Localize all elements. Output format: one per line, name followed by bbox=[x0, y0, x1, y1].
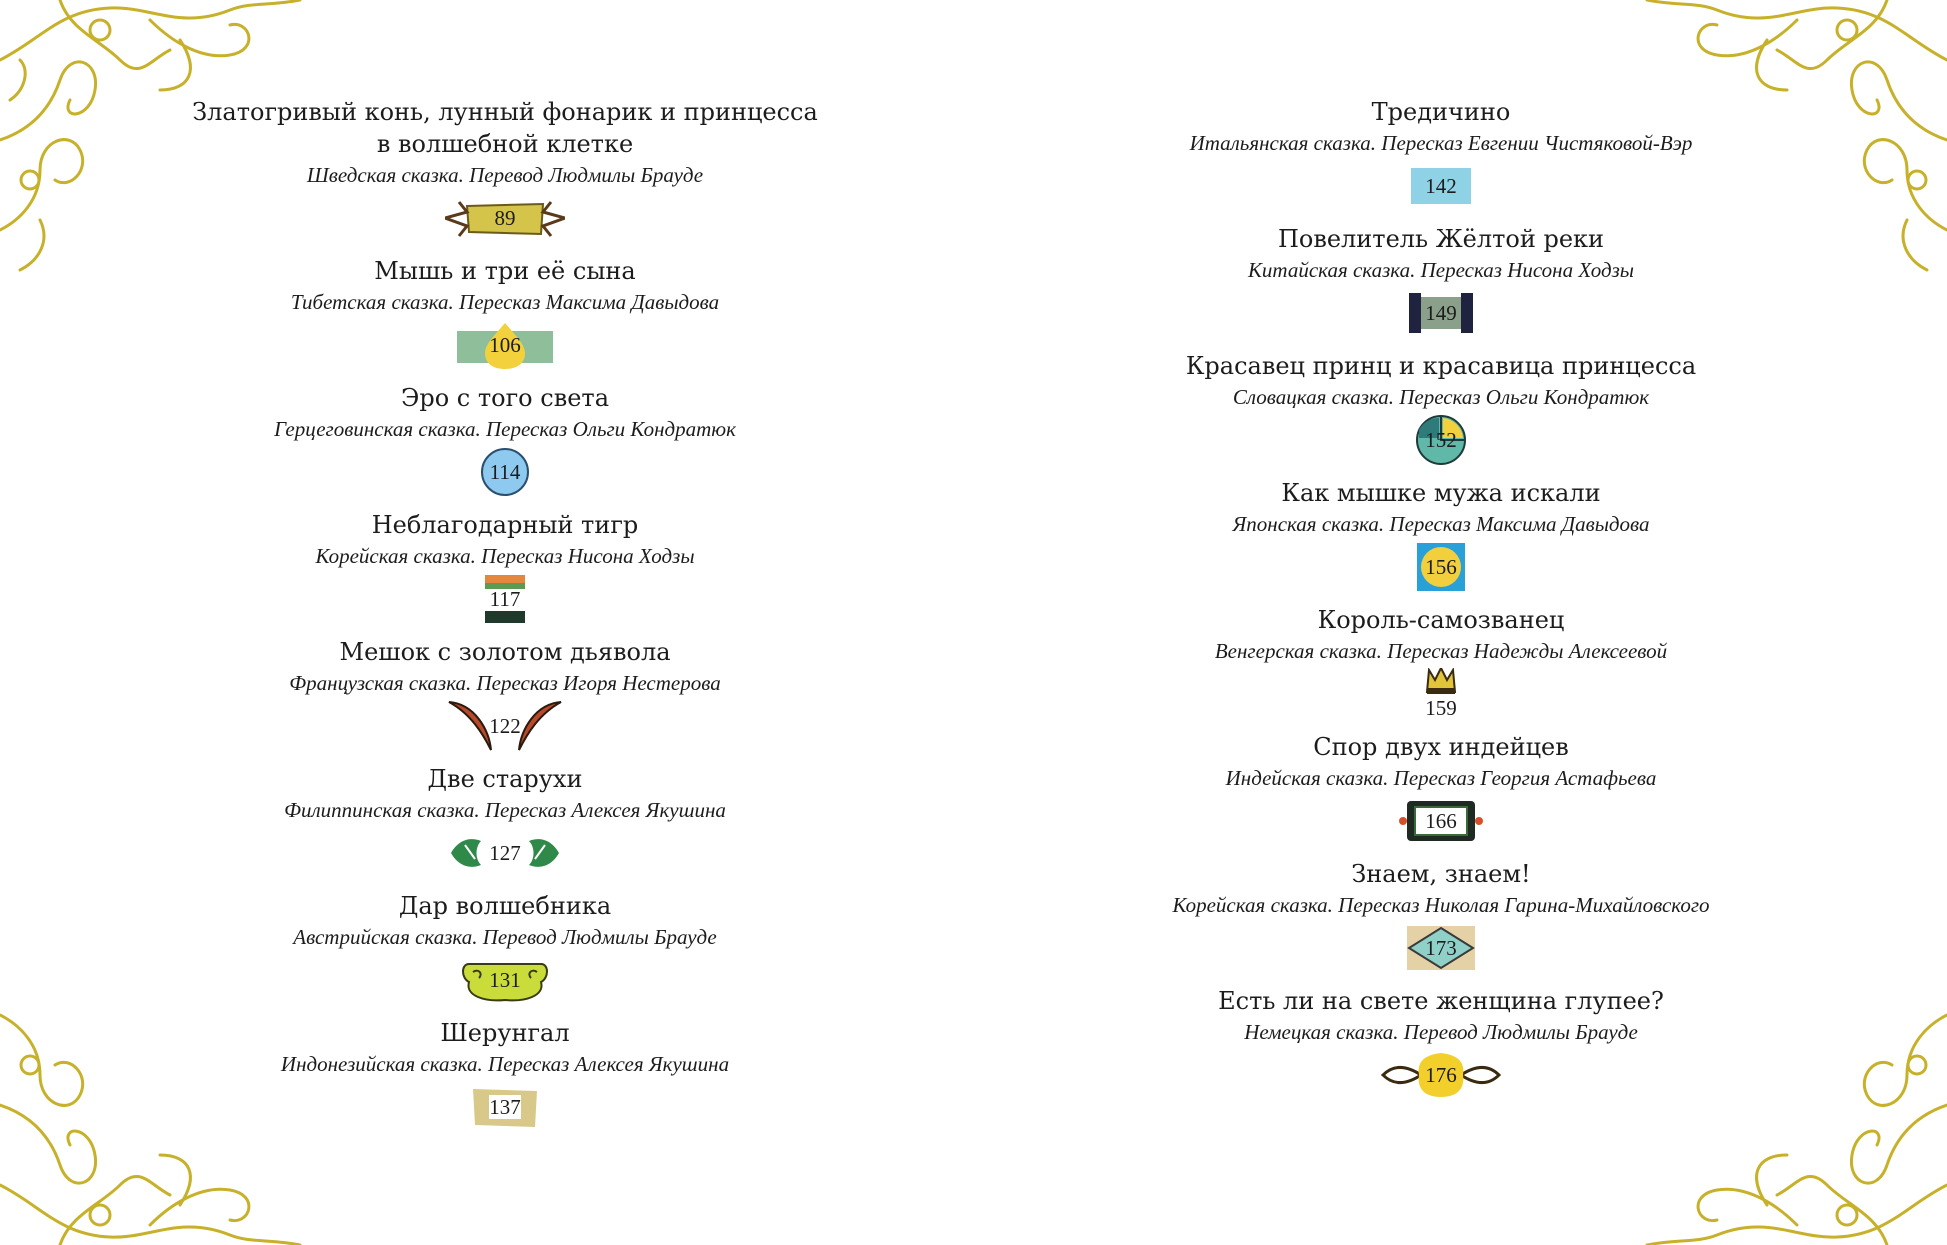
page-number-badge[interactable] bbox=[1381, 795, 1501, 847]
toc-entry[interactable] bbox=[125, 509, 885, 636]
page-number: 173 bbox=[1425, 935, 1457, 960]
story-title-line2: в волшебной клетке bbox=[376, 130, 634, 158]
page-number-badge[interactable] bbox=[1381, 414, 1501, 466]
page-number: 159 bbox=[1425, 695, 1457, 720]
story-title: Златогривый конь, лунный фонарик и принцесса bbox=[192, 98, 818, 126]
page-number: 142 bbox=[1425, 173, 1457, 198]
page-number: 149 bbox=[1425, 300, 1457, 325]
toc-entry[interactable] bbox=[1061, 985, 1821, 1112]
toc-entry[interactable] bbox=[1061, 96, 1821, 223]
toc-entry[interactable] bbox=[125, 255, 885, 382]
page-number-badge[interactable] bbox=[1381, 160, 1501, 212]
page-number-badge[interactable] bbox=[1381, 541, 1501, 593]
story-source: Тибетская сказка. Пересказ Максима Давыдова bbox=[290, 290, 720, 314]
toc-entry[interactable] bbox=[1061, 858, 1821, 985]
story-source: Словацкая сказка. Пересказ Ольги Кондратюк bbox=[1232, 385, 1650, 409]
page-number: 127 bbox=[489, 840, 521, 865]
story-source: Французская сказка. Пересказ Игоря Нестерова bbox=[289, 671, 721, 695]
toc-entry[interactable] bbox=[125, 890, 885, 1017]
page-number-badge[interactable] bbox=[445, 700, 565, 752]
story-title: Знаем, знаем! bbox=[1351, 860, 1531, 888]
story-title: Шерунгал bbox=[440, 1019, 570, 1047]
toc-entry[interactable] bbox=[1061, 731, 1821, 858]
story-source: Венгерская сказка. Пересказ Надежды Алексеевой bbox=[1214, 639, 1668, 663]
page-number: 166 bbox=[1425, 808, 1457, 833]
page-number-badge[interactable] bbox=[445, 827, 565, 879]
story-title: Дар волшебника bbox=[398, 892, 612, 920]
story-title: Две старухи bbox=[427, 765, 583, 793]
story-title: Мешок с золотом дьявола bbox=[339, 638, 671, 666]
page-number-badge[interactable] bbox=[445, 1081, 565, 1133]
toc-entry[interactable] bbox=[125, 1017, 885, 1144]
story-source: Корейская сказка. Пересказ Николая Гарина-Михайловского bbox=[1172, 893, 1710, 917]
story-source: Шведская сказка. Перевод Людмилы Брауде bbox=[306, 163, 704, 187]
page-number: 131 bbox=[489, 967, 521, 992]
page-number-badge[interactable] bbox=[445, 319, 565, 371]
page-number: 137 bbox=[489, 1094, 521, 1119]
story-title: Тредичино bbox=[1371, 98, 1511, 126]
toc-entry[interactable] bbox=[1061, 350, 1821, 477]
story-title: Красавец принц и красавица принцесса bbox=[1185, 352, 1697, 380]
story-source: Итальянская сказка. Пересказ Евгении Чистяковой-Вэр bbox=[1189, 131, 1693, 155]
story-title: Повелитель Жёлтой реки bbox=[1277, 225, 1605, 253]
story-source: Японская сказка. Пересказ Максима Давыдова bbox=[1232, 512, 1650, 536]
page-number-badge[interactable] bbox=[1381, 1049, 1501, 1101]
page-number-badge[interactable] bbox=[1381, 287, 1501, 339]
story-title: Есть ли на свете женщина глупее? bbox=[1218, 987, 1664, 1015]
story-title: Как мышке мужа искали bbox=[1281, 479, 1601, 507]
page-number: 122 bbox=[489, 713, 521, 738]
story-title: Мышь и три её сына bbox=[374, 257, 636, 285]
page-number-badge[interactable] bbox=[445, 192, 565, 244]
page-number: 106 bbox=[489, 332, 521, 357]
toc-entry[interactable] bbox=[1061, 223, 1821, 350]
page-number-badge[interactable] bbox=[445, 446, 565, 498]
page-number-badge[interactable] bbox=[1381, 668, 1501, 720]
story-source: Китайская сказка. Пересказ Нисона Ходзы bbox=[1247, 258, 1634, 282]
story-title: Король-самозванец bbox=[1317, 606, 1565, 634]
toc-entry[interactable] bbox=[125, 763, 885, 890]
toc-right-column bbox=[1061, 96, 1821, 1112]
toc-entry[interactable] bbox=[125, 636, 885, 763]
story-title: Эро с того света bbox=[401, 384, 609, 412]
page-number-badge[interactable] bbox=[445, 573, 565, 625]
page-number: 89 bbox=[494, 205, 516, 230]
page-number: 117 bbox=[489, 586, 521, 611]
story-source: Индейская сказка. Пересказ Георгия Астафьева bbox=[1225, 766, 1657, 790]
toc-left-column bbox=[125, 96, 885, 1144]
story-title: Спор двух индейцев bbox=[1313, 733, 1569, 761]
page-number: 152 bbox=[1425, 427, 1457, 452]
story-source: Индонезийская сказка. Пересказ Алексея Якушина bbox=[280, 1052, 730, 1076]
page-number-badge[interactable] bbox=[1381, 922, 1501, 974]
toc-entry[interactable] bbox=[1061, 604, 1821, 731]
page-number: 156 bbox=[1425, 554, 1457, 579]
story-source: Герцеговинская сказка. Пересказ Ольги Кондратюк bbox=[274, 417, 736, 441]
story-title: Неблагодарный тигр bbox=[371, 511, 639, 539]
story-source: Немецкая сказка. Перевод Людмилы Брауде bbox=[1244, 1020, 1638, 1044]
page-number: 176 bbox=[1425, 1062, 1457, 1087]
page-number: 114 bbox=[489, 459, 521, 484]
story-source: Филиппинская сказка. Пересказ Алексея Якушина bbox=[284, 798, 726, 822]
toc-entry[interactable] bbox=[1061, 477, 1821, 604]
toc-entry[interactable] bbox=[125, 96, 885, 255]
story-source: Корейская сказка. Пересказ Нисона Ходзы bbox=[315, 544, 695, 568]
story-source: Австрийская сказка. Перевод Людмилы Брауде bbox=[293, 925, 717, 949]
toc-entry[interactable] bbox=[125, 382, 885, 509]
page-number-badge[interactable] bbox=[445, 954, 565, 1006]
